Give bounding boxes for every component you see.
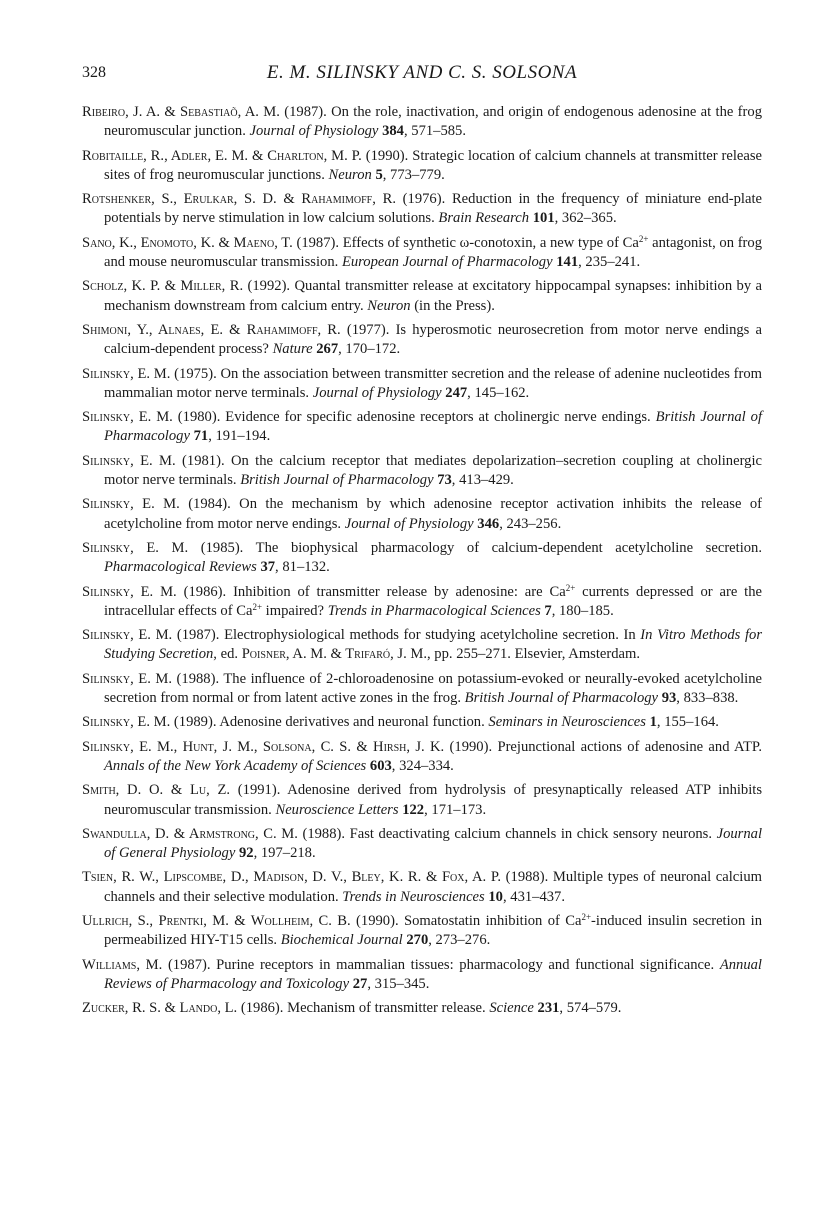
ref-year: (1988).	[302, 825, 346, 842]
ref-journal: British Journal of Pharmacology	[464, 689, 659, 706]
ref-pages: , 170–172.	[338, 341, 401, 358]
reference-item	[82, 781, 762, 819]
ref-authors: Silinsky, E. M.	[82, 409, 173, 426]
reference-item	[82, 277, 762, 315]
ref-volume: 122	[402, 801, 425, 818]
ref-year: (1992).	[247, 278, 291, 295]
ref-authors: Silinsky, E. M., Hunt, J. M., Solsona, C. S. & Hirsh, J. K.	[82, 738, 445, 755]
ref-authors: Silinsky, E. M.	[82, 627, 173, 644]
ref-volume: 92	[238, 845, 254, 862]
ref-pages: , 180–185.	[551, 602, 614, 619]
ref-authors: Silinsky, E. M.	[82, 365, 171, 382]
ref-title-mid: currents depressed or are the intracellular effects of Ca	[104, 583, 763, 619]
ref-volume: 7	[544, 602, 552, 619]
ref-pages: , 431–437.	[502, 888, 565, 905]
ref-authors: Silinsky, E. M.	[82, 670, 172, 687]
ref-authors: Swandulla, D. & Armstrong, C. M.	[82, 825, 298, 842]
ref-authors: Silinsky, E. M.	[82, 539, 189, 556]
reference-item	[82, 539, 762, 577]
ref-authors: Zucker, R. S. & Lando, L.	[82, 1000, 238, 1017]
reference-item	[82, 868, 762, 906]
ref-journal: Trends in Pharmacological Sciences	[327, 602, 541, 619]
ref-journal: Biochemical Journal	[280, 932, 403, 949]
ref-journal: Pharmacological Reviews	[104, 559, 257, 576]
reference-item	[82, 670, 762, 708]
ref-title-pre: Effects of synthetic ω-conotoxin, a new type of Ca	[342, 234, 639, 251]
ref-title: Evidence for specific adenosine receptors at cholinergic nerve endings.	[225, 409, 651, 426]
ref-year: (1990).	[365, 147, 409, 164]
ref-journal: Journal of Physiology	[312, 384, 442, 401]
ref-journal: Journal of General Physiology	[104, 825, 762, 862]
ref-title: Adenosine derivatives and neuronal function.	[219, 714, 485, 731]
ref-pages: , 833–838.	[676, 689, 739, 706]
ref-volume: 141	[556, 253, 579, 270]
ref-year: (1985).	[200, 539, 244, 556]
reference-item	[82, 234, 762, 272]
ref-title: On the mechanism by which adenosine receptor activation inhibits the release of acetylcholine from motor nerve endings.	[104, 496, 763, 532]
ref-year: (1987).	[167, 956, 211, 973]
ref-title: Strategic location of calcium channels at transmitter release sites of frog neuromuscular junctions.	[104, 147, 762, 183]
ref-journal: Neuron	[328, 166, 372, 183]
ref-title: Multiple types of neuronal calcium channels and their selective modulation.	[104, 869, 762, 905]
ref-pages: , 81–132.	[275, 559, 330, 576]
ref-pages: , 235–241.	[578, 253, 641, 270]
ref-journal: Nature	[272, 341, 313, 358]
ref-title-pre: Inhibition of transmitter release by adenosine: are Ca	[233, 583, 566, 600]
ref-year: (1990).	[449, 738, 493, 755]
ref-year: (1984).	[188, 496, 231, 513]
ref-title: The influence of 2-chloroadenosine on potassium-evoked or neurally-evoked acetylcholine secretion from normal or from latent active zones in the frog.	[104, 670, 763, 706]
ref-editors: Poisner, A. M. & Trifaró, J. M.	[241, 646, 427, 663]
ref-year: (1976).	[402, 191, 446, 208]
ref-journal: Brain Research	[438, 210, 530, 227]
ref-volume: 346	[477, 515, 500, 532]
reference-item	[82, 583, 762, 621]
reference-item	[82, 190, 762, 228]
ref-title: Adenosine derived from hydrolysis of presynaptically released ATP inhibits neuromuscular transmission.	[104, 782, 763, 818]
ref-title: Quantal transmitter release at excitatory hippocampal synapses: inhibition by a mechanism downstream from calcium entry.	[104, 278, 763, 314]
ref-title: Mechanism of transmitter release.	[287, 1000, 486, 1017]
ref-title: Electrophysiological methods for studying acetylcholine secretion. In	[224, 627, 636, 644]
ref-title: impaired?	[265, 602, 325, 619]
ref-pages: , 273–276.	[428, 932, 491, 949]
ref-superscript: 2+	[581, 912, 592, 923]
ref-volume: 247	[445, 384, 468, 401]
reference-item	[82, 738, 762, 776]
ref-authors: Silinsky, E. M.	[82, 452, 176, 469]
ref-volume: 384	[382, 123, 404, 140]
ref-volume: 10	[488, 888, 503, 905]
ref-authors: Smith, D. O. & Lu, Z.	[82, 782, 231, 799]
ref-superscript: 2+	[252, 601, 263, 612]
ref-year: (1988).	[505, 869, 549, 886]
page-header	[82, 64, 762, 90]
ref-pages: , 773–779.	[382, 166, 445, 183]
ref-volume: 73	[437, 471, 452, 488]
ref-year: (1990).	[356, 913, 399, 930]
reference-item	[82, 912, 762, 950]
ref-journal: British Journal of Pharmacology	[240, 471, 434, 488]
ref-superscript: 2+	[565, 582, 576, 593]
ref-title: -induced insulin secretion in permeabilized HIY-T15 cells.	[104, 913, 762, 949]
ref-year: (1988).	[176, 670, 220, 687]
ref-superscript: 2+	[638, 233, 649, 244]
reference-item	[82, 147, 762, 185]
ref-title: Is hyperosmotic neurosecretion from motor nerve endings a calcium-dependent process?	[104, 321, 762, 358]
reference-item	[82, 495, 762, 533]
ref-authors: Ullrich, S., Prentki, M. & Wollheim, C. B.	[82, 913, 351, 930]
ref-year: (1989).	[173, 714, 217, 731]
reference-item	[82, 626, 762, 664]
ref-authors: Williams, M.	[82, 956, 163, 973]
ref-journal: Seminars in Neurosciences	[488, 714, 646, 731]
ref-volume: 71	[193, 428, 209, 445]
ref-year: (1977).	[346, 321, 390, 338]
ref-authors: Silinsky, E. M.	[82, 714, 171, 731]
reference-item	[82, 452, 762, 490]
ref-pages: , 191–194.	[208, 428, 271, 445]
ref-pages: , 155–164.	[656, 714, 719, 731]
reference-list	[82, 103, 762, 1024]
ref-journal: Science	[489, 1000, 534, 1017]
ref-title: On the association between transmitter secretion and the release of adenine nucleotides from mammalian motor nerve terminals.	[104, 365, 763, 401]
ref-year: (1987).	[296, 234, 340, 251]
running-title: E. M. SILINSKY AND C. S. SOLSONA	[266, 62, 578, 83]
ref-journal: Annual Reviews of Pharmacology and Toxicology	[104, 956, 762, 992]
ref-pages: , 571–585.	[403, 123, 466, 140]
ref-journal: European Journal of Pharmacology	[341, 253, 553, 270]
ref-pages: , 362–365.	[554, 210, 617, 227]
ref-year: (1991).	[237, 782, 281, 799]
ref-authors: Tsien, R. W., Lipscombe, D., Madison, D. V., Bley, K. R. & Fox, A. P.	[82, 869, 501, 886]
ref-year: (1986).	[240, 1000, 284, 1017]
ref-title: On the calcium receptor that mediates depolarization–secretion coupling at cholinergic motor nerve terminals.	[104, 452, 762, 488]
ref-authors: Rotshenker, S., Erulkar, S. D. & Rahamimoff, R.	[82, 191, 396, 208]
ref-pages: , 197–218.	[253, 845, 316, 862]
ref-title: On the role, inactivation, and origin of endogenous adenosine at the frog neuromuscular junction.	[104, 104, 762, 140]
ref-authors: Ribeiro, J. A. & Sebastiaõ, A. M.	[82, 104, 280, 120]
reference-item	[82, 999, 762, 1018]
ref-volume: 270	[406, 932, 429, 949]
ref-volume: 93	[661, 689, 677, 706]
ref-volume: 603	[369, 757, 392, 774]
reference-item	[82, 321, 762, 359]
ref-authors: Sano, K., Enomoto, K. & Maeno, T.	[82, 234, 293, 251]
reference-item	[82, 408, 762, 446]
ref-journal: Neuron	[367, 297, 411, 314]
ref-authors: Silinsky, E. M.	[82, 583, 177, 600]
ref-pages: , 145–162.	[467, 384, 530, 401]
page-number: 328	[82, 64, 106, 81]
ref-pages: , 171–173.	[424, 801, 487, 818]
ref-pages: , 243–256.	[499, 515, 562, 532]
reference-item	[82, 365, 762, 403]
ref-title-pre: Somatostatin inhibition of Ca	[404, 913, 582, 930]
ref-authors: Scholz, K. P. & Miller, R.	[82, 278, 244, 295]
ref-volume: 27	[352, 975, 368, 992]
ref-title: antagonist, on frog and mouse neuromuscular transmission.	[104, 234, 763, 270]
ref-pages: , pp. 255–271. Elsevier, Amsterdam.	[427, 646, 641, 663]
reference-item	[82, 825, 762, 863]
ref-journal: Neuroscience Letters	[275, 801, 399, 818]
ref-year: (1980).	[177, 409, 221, 426]
ref-pages: , 413–429.	[451, 471, 514, 488]
ref-volume: 37	[260, 559, 276, 576]
ref-journal: Journal of Physiology	[344, 515, 474, 532]
reference-item	[82, 103, 762, 141]
ref-year: (1987).	[284, 104, 327, 120]
ref-title: Purine receptors in mammalian tissues: pharmacology and functional significance.	[216, 956, 715, 973]
ref-authors: Silinsky, E. M.	[82, 496, 180, 513]
reference-item	[82, 956, 762, 994]
ref-volume: 1	[649, 714, 657, 731]
ref-pages: , 315–345.	[367, 975, 430, 992]
ref-pages: (in the Press).	[410, 297, 495, 314]
ref-authors: Robitaille, R., Adler, E. M. & Charlton, M. P.	[82, 147, 362, 164]
ref-volume: 101	[532, 210, 555, 227]
ref-title: Prejunctional actions of adenosine and ATP.	[497, 738, 763, 755]
ref-journal: British Journal of Pharmacology	[104, 409, 763, 445]
ref-editors-pre: , ed.	[213, 646, 239, 663]
ref-year: (1986).	[183, 583, 227, 600]
ref-volume: 231	[537, 1000, 560, 1017]
ref-title: Fast deactivating calcium channels in chick sensory neurons.	[349, 825, 712, 842]
ref-journal: Journal of Physiology	[249, 123, 379, 140]
ref-year: (1975).	[174, 365, 217, 382]
ref-journal: Annals of the New York Academy of Sciences	[104, 757, 367, 774]
ref-pages: , 574–579.	[559, 1000, 622, 1017]
ref-title: Reduction in the frequency of miniature end-plate potentials by nerve stimulation in low calcium solutions.	[104, 191, 762, 227]
ref-volume: 267	[316, 341, 339, 358]
ref-year: (1987).	[176, 627, 220, 644]
ref-volume: 5	[375, 166, 383, 183]
ref-year: (1981).	[182, 452, 225, 469]
ref-authors: Shimoni, Y., Alnaes, E. & Rahamimoff, R.	[82, 321, 341, 338]
ref-pages: , 324–334.	[391, 757, 454, 774]
ref-title: The biophysical pharmacology of calcium-dependent acetylcholine secretion.	[255, 539, 763, 556]
reference-item	[82, 713, 762, 732]
ref-journal: In Vitro Methods for Studying Secretion	[104, 627, 762, 663]
ref-journal: Trends in Neurosciences	[342, 888, 485, 905]
